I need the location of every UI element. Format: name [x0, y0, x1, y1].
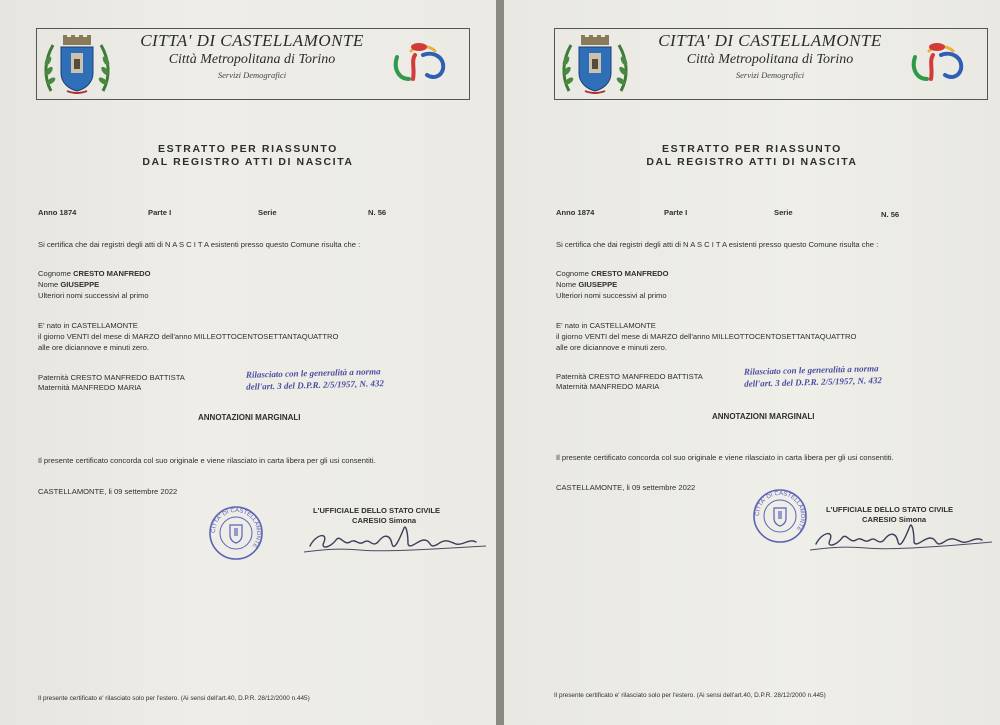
issuance-stamp [744, 362, 882, 390]
registry-number: N. 56 [881, 210, 900, 219]
birth-date: il giorno VENTI del mese di MARZO dell'anno MILLEOTTOCENTOSETTANTAQUATTRO [38, 332, 339, 341]
paternity: Paternità CRESTO MANFREDO BATTISTA [556, 372, 703, 381]
registry-part: Parte I [664, 208, 688, 217]
surname-value: CRESTO MANFREDO [591, 269, 669, 278]
further-names: Ulteriori nomi successivi al primo [38, 291, 149, 300]
document-title-line2: DAL REGISTRO ATTI DI NASCITA [646, 156, 858, 168]
name-label: Nome [556, 280, 577, 289]
birth-time: alle ore diciannove e minuti zero. [38, 343, 150, 352]
maternity: Maternità MANFREDO MARIA [556, 382, 660, 391]
metro-logo-icon [389, 39, 453, 87]
place-date: CASTELLAMONTE, li 09 settembre 2022 [556, 483, 696, 492]
birth-place: E' nato in CASTELLAMONTE [38, 321, 138, 330]
surname-value: CRESTO MANFREDO [73, 269, 151, 278]
surname-line [556, 269, 669, 278]
registry-year: Anno 1874 [38, 208, 77, 217]
officer-name: CARESIO Simona [352, 516, 417, 525]
stamp-line2: dell'art. 3 del D.P.R. 2/5/1957, N. 432 [744, 375, 883, 389]
officer-title: L'UFFICIALE DELLO STATO CIVILE [313, 506, 441, 515]
city-name: CITTA' DI CASTELLAMONTE [658, 31, 882, 50]
office-name: Servizi Demografici [217, 70, 287, 80]
certify-text: Si certifica che dai registri degli atti di N A S C I T A esistenti presso questo Comune risulta che : [38, 240, 361, 249]
name-label: Nome [38, 280, 59, 289]
city-name: CITTA' DI CASTELLAMONTE [140, 31, 364, 50]
surname-line [38, 269, 151, 278]
registry-year: Anno 1874 [556, 208, 595, 217]
certificate-page-right [504, 0, 1000, 725]
stamp-line1: Rilasciato con le generalità a norma [743, 363, 879, 377]
registry-series: Serie [258, 208, 277, 217]
metro-name: Città Metropolitana di Torino [168, 52, 336, 67]
city-crest-icon [41, 31, 113, 97]
officer-title: L'UFFICIALE DELLO STATO CIVILE [826, 505, 954, 514]
page-gap [496, 0, 504, 725]
conformity-text: Il presente certificato concorda col suo originale e viene rilasciato in carta libera per gli usi consentiti. [556, 453, 894, 462]
stamp-line1: Rilasciato con le generalità a norma [245, 366, 381, 380]
paternity: Paternità CRESTO MANFREDO BATTISTA [38, 373, 185, 382]
further-names: Ulteriori nomi successivi al primo [556, 291, 667, 300]
registry-part: Parte I [148, 208, 172, 217]
name-line [38, 280, 99, 289]
surname-label: Cognome [38, 269, 71, 278]
seal-text: CITTA' DI CASTELLAMONTE [210, 507, 262, 549]
footer-note: Il presente certificato e' rilasciato solo per l'estero. (Ai sensi dell'art.40, D.P.R. 28/12/2000 n.445) [38, 695, 310, 702]
document-title-line1: ESTRATTO PER RIASSUNTO [662, 143, 842, 155]
registry-number: N. 56 [368, 208, 387, 217]
name-value: GIUSEPPE [60, 280, 100, 289]
issuance-stamp [246, 365, 384, 393]
place-date: CASTELLAMONTE, li 09 settembre 2022 [38, 487, 178, 496]
officer-name: CARESIO Simona [862, 515, 927, 524]
city-seal-icon [208, 505, 264, 561]
letterhead [554, 28, 988, 100]
annotations-title: ANNOTAZIONI MARGINALI [712, 412, 815, 421]
conformity-text: Il presente certificato concorda col suo originale e viene rilasciato in carta libera per gli usi consentiti. [38, 456, 376, 465]
name-value: GIUSEPPE [578, 280, 618, 289]
certify-text: Si certifica che dai registri degli atti di N A S C I T A esistenti presso questo Comune risulta che : [556, 240, 879, 249]
birth-place: E' nato in CASTELLAMONTE [556, 321, 656, 330]
maternity: Maternità MANFREDO MARIA [38, 383, 142, 392]
office-name: Servizi Demografici [735, 70, 805, 80]
seal-text: CITTA' DI CASTELLAMONTE [754, 490, 806, 532]
metro-logo-icon [907, 39, 971, 87]
officer-signature-icon [806, 518, 996, 558]
document-title-line1: ESTRATTO PER RIASSUNTO [158, 143, 338, 155]
document-title-line2: DAL REGISTRO ATTI DI NASCITA [142, 156, 354, 168]
birth-time: alle ore diciannove e minuti zero. [556, 343, 668, 352]
footer-note: Il presente certificato e' rilasciato solo per l'estero. (Ai sensi dell'art.40, D.P.R. 28/12/2000 n.445) [554, 692, 826, 699]
certificate-page-left [0, 0, 496, 725]
name-line [556, 280, 617, 289]
metro-name: Città Metropolitana di Torino [686, 52, 854, 67]
city-seal-icon [752, 488, 808, 544]
registry-series: Serie [774, 208, 793, 217]
letterhead [36, 28, 470, 100]
surname-label: Cognome [556, 269, 589, 278]
annotations-title: ANNOTAZIONI MARGINALI [198, 413, 301, 422]
birth-date: il giorno VENTI del mese di MARZO dell'anno MILLEOTTOCENTOSETTANTAQUATTRO [556, 332, 857, 341]
stamp-line2: dell'art. 3 del D.P.R. 2/5/1957, N. 432 [246, 378, 385, 392]
city-crest-icon [559, 31, 631, 97]
officer-signature-icon [300, 520, 490, 560]
